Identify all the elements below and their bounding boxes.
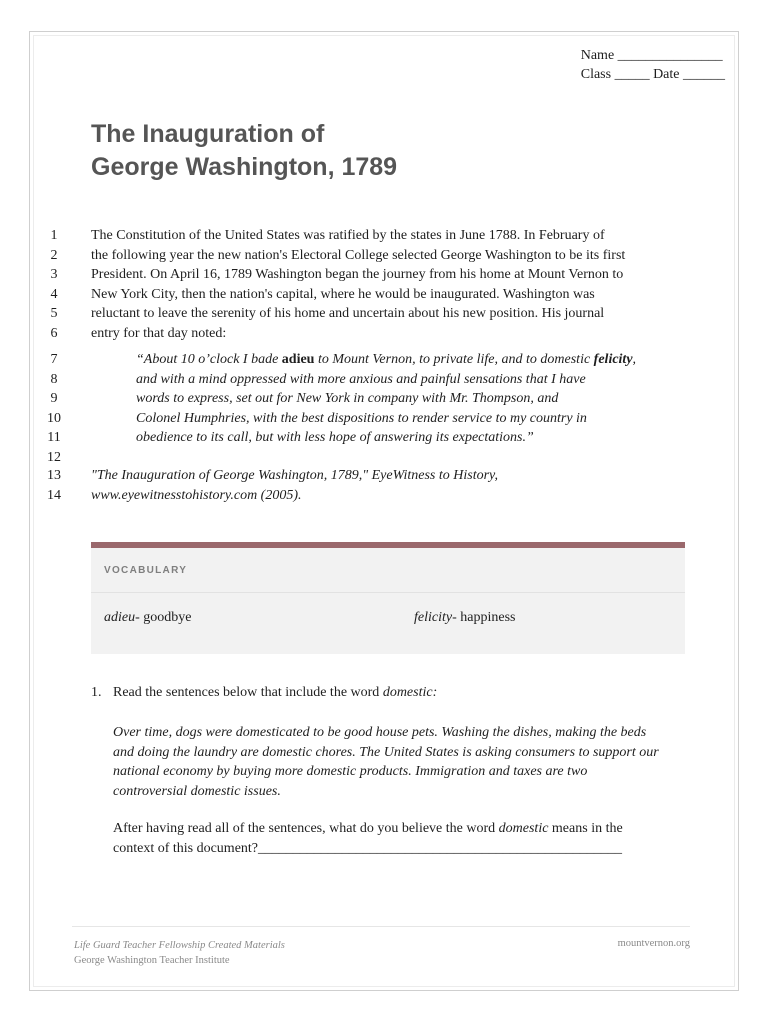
line-number: 14 (47, 487, 61, 503)
quote-text-segment: to Mount Vernon, to private life, and to domestic (314, 352, 594, 367)
vocab-definition: - goodbye (135, 610, 192, 625)
passage-text: entry for that day noted: (91, 325, 227, 341)
example-sentence-line: national economy by buying more domestic products. Immigration and taxes are two (113, 764, 588, 779)
vocab-word-adieu: adieu (281, 352, 315, 367)
answer-prompt-line (113, 819, 713, 839)
title-line-2: George Washington, 1789 (91, 153, 398, 181)
footer-website: mountvernon.org (617, 938, 690, 949)
example-sentence-line: controversial domestic issues. (113, 783, 281, 799)
quote-text: obedience to its call, but with less hope of answering its expectations.” (136, 430, 534, 445)
question-number: 1. (91, 685, 102, 700)
line-number: 9 (50, 391, 58, 406)
class-date-field-line: Class _____ Date ______ (580, 67, 725, 82)
passage-text: New York City, then the nation's capital, where he would be inaugurated. Washington was (91, 286, 595, 302)
answer-prompt-text: After having read all of the sentences, what do you believe the word (113, 821, 499, 836)
line-number: 11 (47, 430, 61, 445)
divider (91, 592, 685, 593)
example-sentences (113, 723, 713, 801)
quote-text-segment: “About 10 o’clock I bade (136, 352, 282, 367)
vocab-definition: - happiness (452, 610, 516, 625)
line-number: 10 (47, 410, 61, 426)
vocab-term-felicity (414, 610, 515, 626)
line-number: 6 (50, 325, 58, 341)
line-number: 7 (50, 352, 58, 367)
passage-text: President. On April 16, 1789 Washington began the journey from his home at Mount Vernon to (91, 267, 624, 282)
page-title (91, 118, 397, 184)
name-field-line: Name _______________ (580, 48, 723, 63)
footer-credits (74, 938, 285, 968)
vocabulary-heading: VOCABULARY (104, 565, 188, 576)
answer-prompt-word: domestic (498, 821, 549, 836)
question-prompt (113, 683, 693, 703)
name-class-date-fields (581, 46, 725, 84)
vocab-word: felicity (414, 610, 453, 625)
line-number: 2 (50, 247, 58, 263)
quote-text: words to express, set out for New York in company with Mr. Thompson, and (136, 391, 559, 406)
line-number: 13 (47, 468, 61, 483)
line-number: 8 (50, 371, 58, 387)
answer-prompt-text: means in the (548, 821, 623, 836)
passage-text: reluctant to leave the serenity of his home and uncertain about his new position. His journal (91, 306, 605, 321)
vocabulary-accent-bar (91, 542, 685, 548)
quote-text: Colonel Humphries, with the best dispositions to render service to my country in (136, 410, 587, 426)
passage-text: the following year the new nation's Electoral College selected George Washington to be its first (91, 247, 626, 263)
vocab-word: adieu (104, 610, 136, 625)
vocab-term-adieu (104, 610, 192, 626)
line-number: 3 (50, 267, 58, 282)
question-prompt-text: Read the sentences below that include the word (113, 685, 383, 700)
footer-divider (72, 926, 690, 927)
vocabulary-box (91, 542, 685, 654)
question-prompt-word: domestic: (382, 685, 438, 700)
vocab-word-felicity: felicity (593, 352, 633, 367)
footer-credit-line-1: Life Guard Teacher Fellowship Created Materials (74, 940, 285, 951)
quote-text (136, 350, 636, 370)
footer-credit-line-2: George Washington Teacher Institute (74, 955, 230, 966)
line-number: 5 (50, 306, 58, 321)
line-number: 1 (50, 228, 58, 243)
title-line-1: The Inauguration of (91, 120, 325, 148)
question-answer-prompt (113, 819, 713, 858)
quote-text-segment: , (632, 352, 637, 367)
example-sentence-line: Over time, dogs were domesticated to be good house pets. Washing the dishes, making the beds (113, 725, 647, 740)
line-number: 12 (47, 449, 61, 465)
citation-text: "The Inauguration of George Washington, 1789," EyeWitness to History, (91, 468, 498, 483)
quote-text: and with a mind oppressed with more anxious and painful sensations that I have (136, 371, 586, 387)
line-number: 4 (50, 286, 58, 302)
answer-blank-line[interactable]: context of this document?____________________________________________________ (113, 840, 623, 856)
example-sentence-line: and doing the laundry are domestic chores. The United States is asking consumers to support our (113, 744, 659, 760)
citation-text: www.eyewitnesstohistory.com (2005). (91, 487, 302, 503)
passage-text: The Constitution of the United States was ratified by the states in June 1788. In February of (91, 228, 605, 243)
